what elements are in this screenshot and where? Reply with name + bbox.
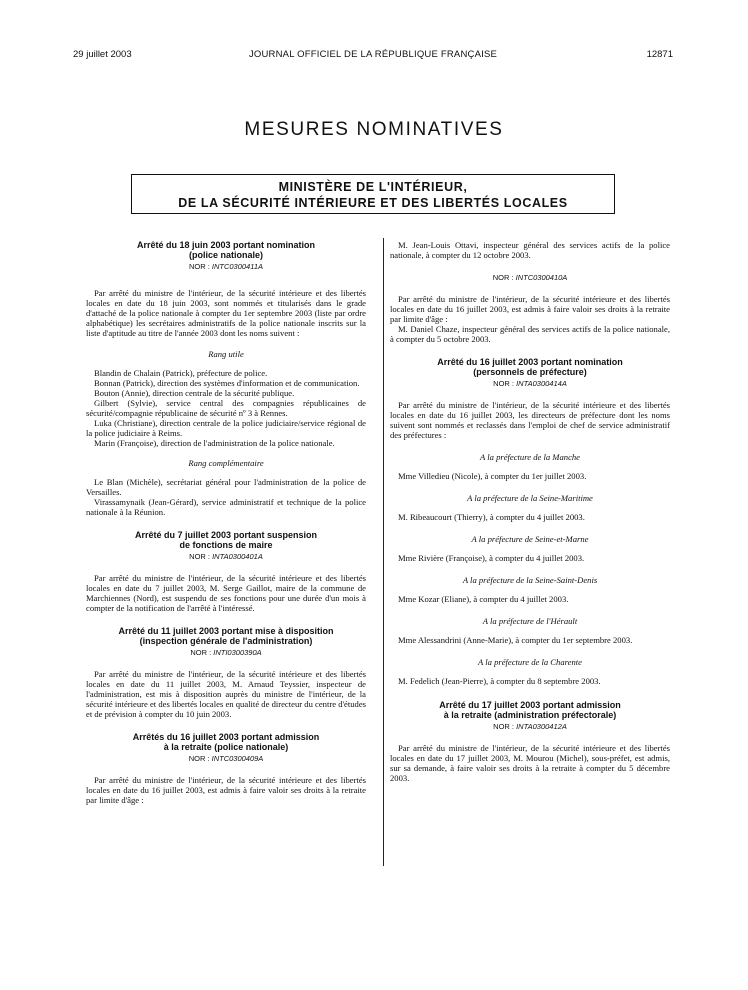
prefecture-heading: A la préfecture de l'Hérault [482, 616, 578, 626]
nor-reference [390, 722, 670, 732]
article-title-line-1: Arrêtés du 16 juillet 2003 portant admission [132, 732, 320, 742]
right-column [390, 240, 670, 783]
list-item: Marin (Françoise), direction de l'administration de la police nationale. [94, 438, 335, 448]
nor-reference [86, 552, 366, 562]
article-title-line-1: Arrêté du 7 juillet 2003 portant suspension [134, 530, 318, 540]
list-item: Virassamynaik (Jean-Gérard), service administratif et technique de la police nationale à la Réunion. [86, 497, 366, 517]
names-list [86, 368, 366, 448]
continued-text: M. Jean-Louis Ottavi, inspecteur général des services actifs de la police nationale, à compter du 12 octobre 2003. [390, 240, 670, 260]
list-item: Bouton (Annie), direction centrale de la sécurité publique. [94, 388, 295, 398]
article-body: Par arrêté du ministre de l'intérieur, de la sécurité intérieure et des libertés locales en date du 16 juillet 2003, est admis à faire valoir ses droits à la retraite par limite d'âge : [86, 775, 366, 805]
nor-code: INTA0300412A [516, 722, 567, 731]
article-body: Par arrêté du ministre de l'intérieur, de la sécurité intérieure et des libertés locales en date du 16 juillet 2003, est admis à faire valoir ses droits à la retraite par limite d'âge : [390, 294, 670, 324]
article-suspension-maire [86, 530, 366, 613]
article-body: M. Daniel Chaze, inspecteur général des services actifs de la police nationale, à compter du 5 octobre 2003. [390, 324, 670, 344]
article-title-line-2: à la retraite (administration préfectorale) [443, 710, 617, 720]
nor-reference [86, 754, 366, 764]
ministry-heading-box [131, 174, 615, 214]
article-body: Par arrêté du ministre de l'intérieur, de la sécurité intérieure et des libertés locales en date du 18 juin 2003, sont nommés et titularisés dans le grade d'attaché de la police nationale à compter du 1er septembre 2003 (liste par ordre alphabétique) les secrétaires administratifs de la police nationale inscrits sur la liste d'aptitude au titre de l'année 2003 dont les noms suivent : [86, 288, 366, 338]
nor-label: NOR : [190, 648, 214, 657]
nor-reference [86, 262, 366, 272]
article-title-line-2: (personnels de préfecture) [473, 367, 587, 377]
article-title-line-2: de fonctions de maire [179, 540, 273, 550]
appointee: Mme Villedieu (Nicole), à compter du 1er juillet 2003. [398, 471, 587, 481]
appointee: M. Ribeaucourt (Thierry), à compter du 4 juillet 2003. [398, 512, 585, 522]
page-number: 12871 [646, 49, 673, 60]
rang-heading: Rang complémentaire [188, 458, 264, 468]
nor-label: NOR : [492, 273, 516, 282]
article-body: Par arrêté du ministre de l'intérieur, de la sécurité intérieure et des libertés locales en date du 17 juillet 2003, M. Mourou (Michel), sous-préfet, est admis, sur sa demande, à faire valoir ses droits à la retraite à compter du 5 décembre 2003. [390, 743, 670, 783]
article-retraite-prefectorale [390, 700, 670, 783]
article-title-line-1: Arrêté du 18 juin 2003 portant nomination [136, 240, 316, 250]
list-item: Gilbert (Sylvie), service central des compagnies républicaines de sécurité/compagnie républicaine de sécurité nº 3 à Rennes. [86, 398, 366, 418]
article-title-line-1: Arrêté du 17 juillet 2003 portant admission [439, 700, 621, 710]
appointee: Mme Kozar (Eliane), à compter du 4 juillet 2003. [398, 594, 569, 604]
article-body: Par arrêté du ministre de l'intérieur, de la sécurité intérieure et des libertés locales en date du 7 juillet 2003, M. Serge Gaillot, maire de la commune de Marchiennes (Nord), est suspendu de ses fonctions pour une durée d'un mois à compter de la notification de l'arrêté à l'intéressé. [86, 573, 366, 613]
list-item: Blandin de Chalain (Patrick), préfecture de police. [94, 368, 268, 378]
article-title-line-2: (inspection générale de l'administration) [139, 636, 313, 646]
nor-code: INTI0300390A [213, 648, 262, 657]
article-title-line-1: Arrêté du 11 juillet 2003 portant mise à disposition [118, 626, 334, 636]
article-title-line-1: Arrêté du 16 juillet 2003 portant nomination [437, 357, 623, 367]
nor-reference [390, 273, 670, 283]
article-title-line-2: à la retraite (police nationale) [163, 742, 289, 752]
column-divider [383, 238, 384, 866]
article-nomination-police [86, 240, 366, 517]
appointee: Mme Alessandrini (Anne-Marie), à compter du 1er septembre 2003. [398, 635, 633, 645]
nor-label: NOR : [189, 552, 213, 561]
nor-code: INTC0300409A [211, 754, 264, 763]
ministry-line-2: DE LA SÉCURITÉ INTÉRIEURE ET DES LIBERTÉS LOCALES [178, 196, 568, 210]
article-title-line-2: (police nationale) [188, 250, 263, 260]
nor-code: INTC0300411A [211, 262, 264, 271]
prefecture-heading: A la préfecture de Seine-et-Marne [471, 534, 589, 544]
section-title: MESURES NOMINATIVES [244, 119, 504, 140]
article-mise-a-disposition [86, 626, 366, 719]
nor-code: INTA0300414A [516, 379, 567, 388]
running-head [73, 49, 673, 63]
appointee: Mme Rivière (Françoise), à compter du 4 juillet 2003. [398, 553, 585, 563]
nor-code: INTC0300410A [515, 273, 568, 282]
nor-reference [390, 379, 670, 389]
list-item: Bonnan (Patrick), direction des systèmes d'information et de communication. [94, 378, 360, 388]
ministry-line-1: MINISTÈRE DE L'INTÉRIEUR, [278, 180, 468, 194]
rang-heading: Rang utile [208, 349, 244, 359]
nor-label: NOR : [188, 754, 212, 763]
nor-label: NOR : [493, 722, 517, 731]
issue-date: 29 juillet 2003 [73, 49, 132, 60]
names-list [86, 477, 366, 517]
article-body: Par arrêté du ministre de l'intérieur, de la sécurité intérieure et des libertés locales en date du 16 juillet 2003, les directeurs de préfecture dont les noms suivent sont nommés et reclassés dans l'emploi de chef de service administratif des préfectures : [390, 400, 670, 440]
left-column [86, 240, 366, 805]
appointee: M. Fedelich (Jean-Pierre), à compter du 8 septembre 2003. [398, 676, 601, 686]
nor-label: NOR : [493, 379, 517, 388]
prefecture-heading: A la préfecture de la Seine-Maritime [467, 493, 593, 503]
prefecture-heading: A la préfecture de la Seine-Saint-Denis [462, 575, 598, 585]
nor-reference [86, 648, 366, 658]
article-retraite-police [86, 732, 366, 805]
article-body: Par arrêté du ministre de l'intérieur, de la sécurité intérieure et des libertés locales en date du 11 juillet 2003, M. Arnaud Teyssier, inspecteur de l'administration, est mis à disposition auprès du ministre de l'intérieur, de la sécurité intérieure et des libertés locales en qualité de directeur du centre d'études et de prévision à compter du 10 juin 2003. [86, 669, 366, 719]
journal-title: JOURNAL OFFICIEL DE LA RÉPUBLIQUE FRANÇAISE [248, 49, 498, 60]
article-nomination-prefecture [390, 357, 670, 686]
list-item: Le Blan (Michèle), secrétariat général pour l'administration de la police de Versailles. [86, 477, 366, 497]
nor-label: NOR : [188, 262, 212, 271]
nor-code: INTA0300401A [212, 552, 263, 561]
prefecture-heading: A la préfecture de la Charente [478, 657, 582, 667]
list-item: Luka (Christiane), direction centrale de la police judiciaire/service régional de la police judiciaire à Reims. [86, 418, 366, 438]
prefecture-heading: A la préfecture de la Manche [480, 452, 580, 462]
